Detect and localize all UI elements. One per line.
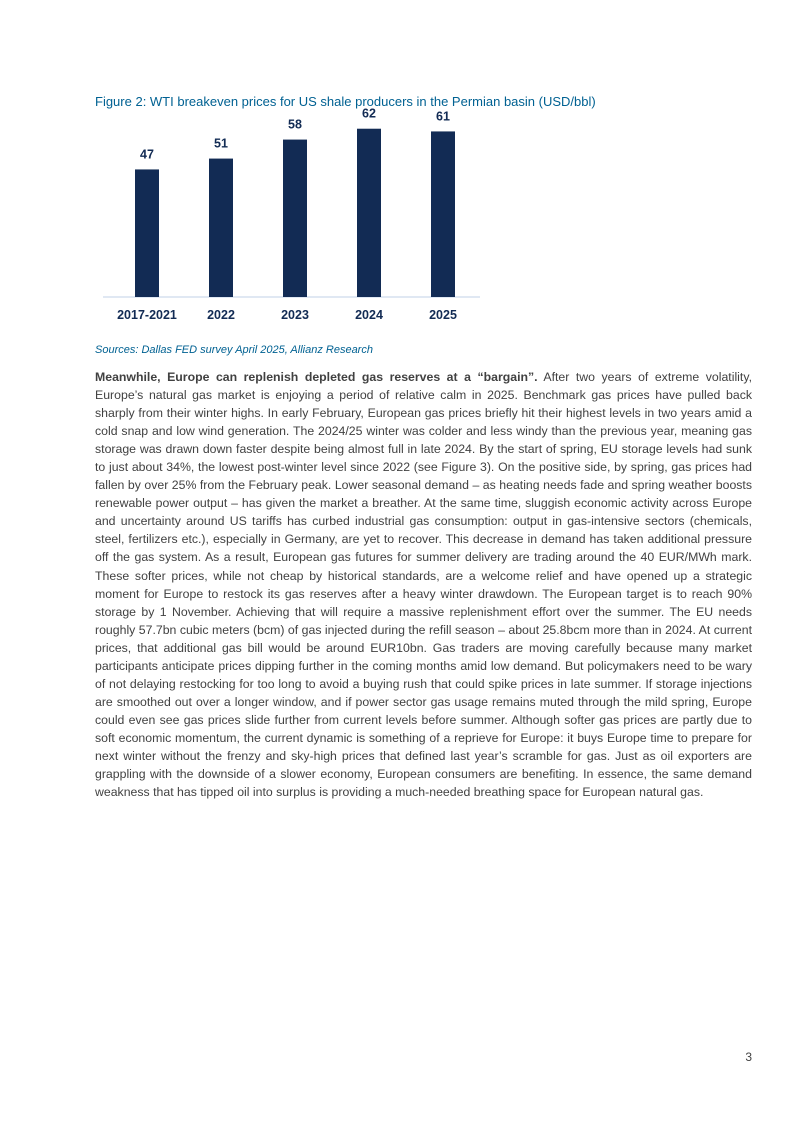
bar-2022	[209, 159, 233, 297]
bar-chart	[95, 106, 495, 335]
paragraph-text: After two years of extreme volatility, Europe’s natural gas market is enjoying a period of relative calm in 2025. Benchmark gas prices have pulled back sharply from their winter highs. In early February, European gas prices briefly hit their highest levels in two years amid a cold snap and low wind generation. The 2024/25 winter was colder and less windy than the previous year, meaning gas storage was drawn down faster despite being almost full in late 2024. By the start of spring, EU storage levels had sunk to just about 34%, the lowest post-winter level since 2022 (see Figure 3). On the positive side, by spring, gas prices had fallen by over 25% from the February peak. Lower seasonal demand – as heating needs fade and spring weather boosts renewable power output – has given the market a breather. At the same time, sluggish economic activity across Europe and uncertainty around US tariffs has curbed industrial gas consumption: output in gas-intensive sectors (chemicals, steel, fertilizers etc.), especially in Germany, are yet to recover. This decrease in demand has taken additional pressure off the gas system. As a result, European gas futures for summer delivery are trading around the 40 EUR/MWh mark. These softer prices, while not cheap by historical standards, are a welcome relief and have opened up a strategic moment for Europe to restock its gas reserves after a heavy winter drawdown. The European target is to reach 90% storage by 1 November. Achieving that will require a massive replenishment effort over the summer. The EU needs roughly 57.7bn cubic meters (bcm) of gas injected during the refill season – about 25.8bcm more than in 2024. At current prices, that additional gas bill would be around EUR10bn. Gas traders are moving carefully because many market participants anticipate prices dipping further in the coming months amid low demand. But policymakers need to be wary of not delaying restocking for too long to avoid a buying rush that could spike prices in late summer. If storage injections are smoothed out over a longer window, and if power sector gas usage remains muted through the mild spring, Europe could even see gas prices slide further from current levels before summer. Although softer gas prices are partly due to soft economic momentum, the current dynamic is something of a reprieve for Europe: it buys Europe time to prepare for next winter without the frenzy and sky-high prices that defined last year’s scramble for gas. Just as oil exporters are grappling with the downside of a slower economy, European consumers are benefiting. In essence, the same demand weakness that has tipped oil into surplus is providing a much-needed breathing space for European natural gas.	[95, 370, 752, 800]
data-label-2025: 61	[436, 109, 450, 124]
data-label-2022: 51	[214, 136, 228, 151]
bar-2017-2021	[135, 169, 159, 297]
data-label-2023: 58	[288, 117, 302, 132]
data-label-2017-2021: 47	[140, 147, 154, 162]
bar-chart-svg	[95, 106, 495, 335]
category-label-2017-2021: 2017-2021	[117, 308, 177, 322]
bar-2023	[283, 140, 307, 297]
bar-2024	[357, 129, 381, 297]
category-label-2022: 2022	[207, 308, 235, 322]
figure-source: Sources: Dallas FED survey April 2025, Allianz Research	[95, 344, 373, 356]
body-paragraph	[95, 368, 752, 801]
data-label-2024: 62	[362, 106, 376, 121]
bar-2025	[431, 131, 455, 297]
page-number: 3	[745, 1050, 752, 1064]
category-label-2023: 2023	[281, 308, 309, 322]
category-label-2025: 2025	[429, 308, 457, 322]
figure-title: Figure 2: WTI breakeven prices for US shale producers in the Permian basin (USD/bbl)	[95, 94, 596, 109]
category-label-2024: 2024	[355, 308, 383, 322]
paragraph-lead: Meanwhile, Europe can replenish depleted gas reserves at a “bargain”.	[95, 370, 538, 384]
